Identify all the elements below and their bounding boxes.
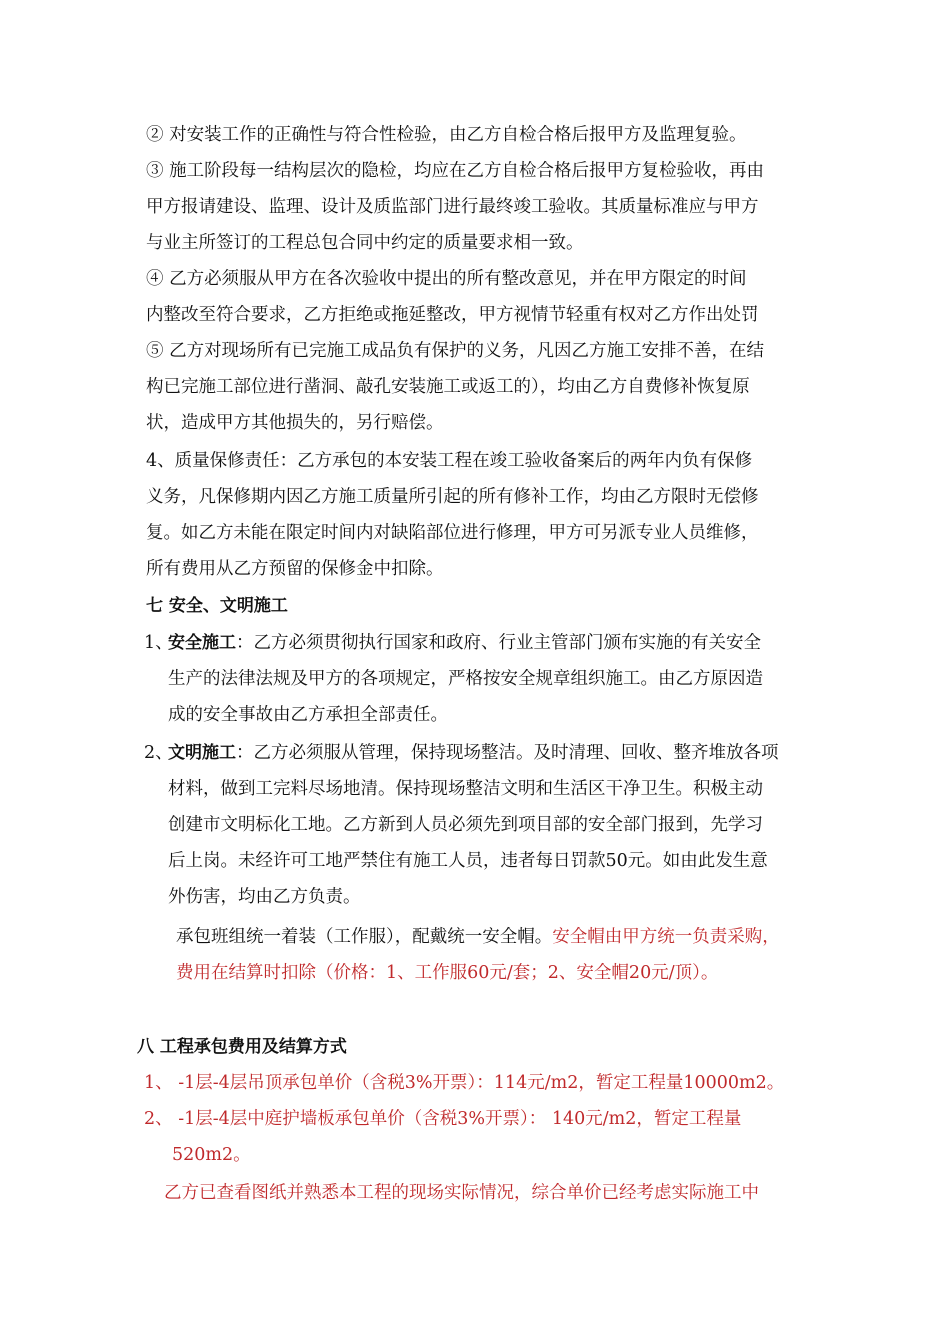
paragraph-line: ② 对安装工作的正确性与符合性检验，由乙方自检合格后报甲方及监理复验。 [146,125,747,145]
paragraph-line: 4、质量保修责任：乙方承包的本安装工程在竣工验收备案后的两年内负有保修 [146,451,753,471]
helmet-purchase-text: 安全帽由甲方统一负责采购， [552,927,780,947]
section-heading-8: 八 工程承包费用及结算方式 [137,1037,347,1057]
paragraph-line: 与业主所签订的工程总包合同中约定的质量要求相一致。 [146,233,584,253]
paragraph-line: 内整改至符合要求，乙方拒绝或拖延整改，甲方视情节轻重有权对乙方作出处罚 [146,305,759,325]
paragraph-line: 复。如乙方未能在限定时间内对缺陷部位进行修理，甲方可另派专业人员维修， [146,523,759,543]
paragraph-line: 所有费用从乙方预留的保修金中扣除。 [146,559,444,579]
item-text: ：乙方必须服从管理，保持现场整洁。及时清理、回收、整齐堆放各项 [236,743,779,763]
paragraph-line: ④ 乙方必须服从甲方在各次验收中提出的所有整改意见，并在甲方限定的时间 [146,269,747,289]
price-deduction-line: 费用在结算时扣除（价格：1、工作服60元/套；2、安全帽20元/顶）。 [176,963,719,983]
fee-item-1: 1、 -1层-4层吊顶承包单价（含税3%开票）：114元/m2，暂定工程量10000m2。 [144,1073,785,1093]
fee-item-2-continued: 520m2。 [172,1145,251,1165]
paragraph-line: ③ 施工阶段每一结构层次的隐检，均应在乙方自检合格后报甲方复检验收，再由 [146,161,765,181]
paragraph-line: 后上岗。未经许可工地严禁住有施工人员，违者每日罚款50元。如由此发生意 [168,851,768,871]
paragraph-line: 外伤害，均由乙方负责。 [168,887,361,907]
paragraph-line: 义务，凡保修期内因乙方施工质量所引起的所有修补工作，均由乙方限时无偿修 [146,487,759,507]
paragraph-line: 成的安全事故由乙方承担全部责任。 [168,705,448,725]
closing-line: 乙方已查看图纸并熟悉本工程的现场实际情况，综合单价已经考虑实际施工中 [164,1183,759,1203]
item-text: ：乙方必须贯彻执行国家和政府、行业主管部门颁布实施的有关安全 [236,633,761,653]
item-first-line [168,740,779,766]
uniform-text: 承包班组统一着装（工作服），配戴统一安全帽。 [176,927,553,947]
fee-item-2: 2、 -1层-4层中庭护墙板承包单价（含税3%开票）： 140元/m2，暂定工程量 [144,1109,742,1129]
paragraph-line: ⑤ 乙方对现场所有已完施工成品负有保护的义务，凡因乙方施工安排不善，在结 [146,341,765,361]
paragraph-line: 材料，做到工完料尽场地清。保持现场整洁文明和生活区干净卫生。积极主动 [168,779,763,799]
paragraph-line: 构已完施工部位进行凿洞、敲孔安装施工或返工的），均由乙方自费修补恢复原 [146,377,750,397]
uniform-line [176,924,780,950]
item-number: 2、 [144,743,173,763]
item-number: 1、 [144,633,173,653]
section-heading-7: 七 安全、文明施工 [146,596,288,616]
paragraph-line: 甲方报请建设、监理、设计及质监部门进行最终竣工验收。其质量标准应与甲方 [146,197,759,217]
paragraph-line: 生产的法律法规及甲方的各项规定，严格按安全规章组织施工。由乙方原因造 [168,669,763,689]
item-first-line [168,630,761,656]
item-label: 文明施工 [168,743,236,763]
paragraph-line: 创建市文明标化工地。乙方新到人员必须先到项目部的安全部门报到，先学习 [168,815,763,835]
paragraph-line: 状，造成甲方其他损失的，另行赔偿。 [146,413,444,433]
item-label: 安全施工 [168,633,236,653]
